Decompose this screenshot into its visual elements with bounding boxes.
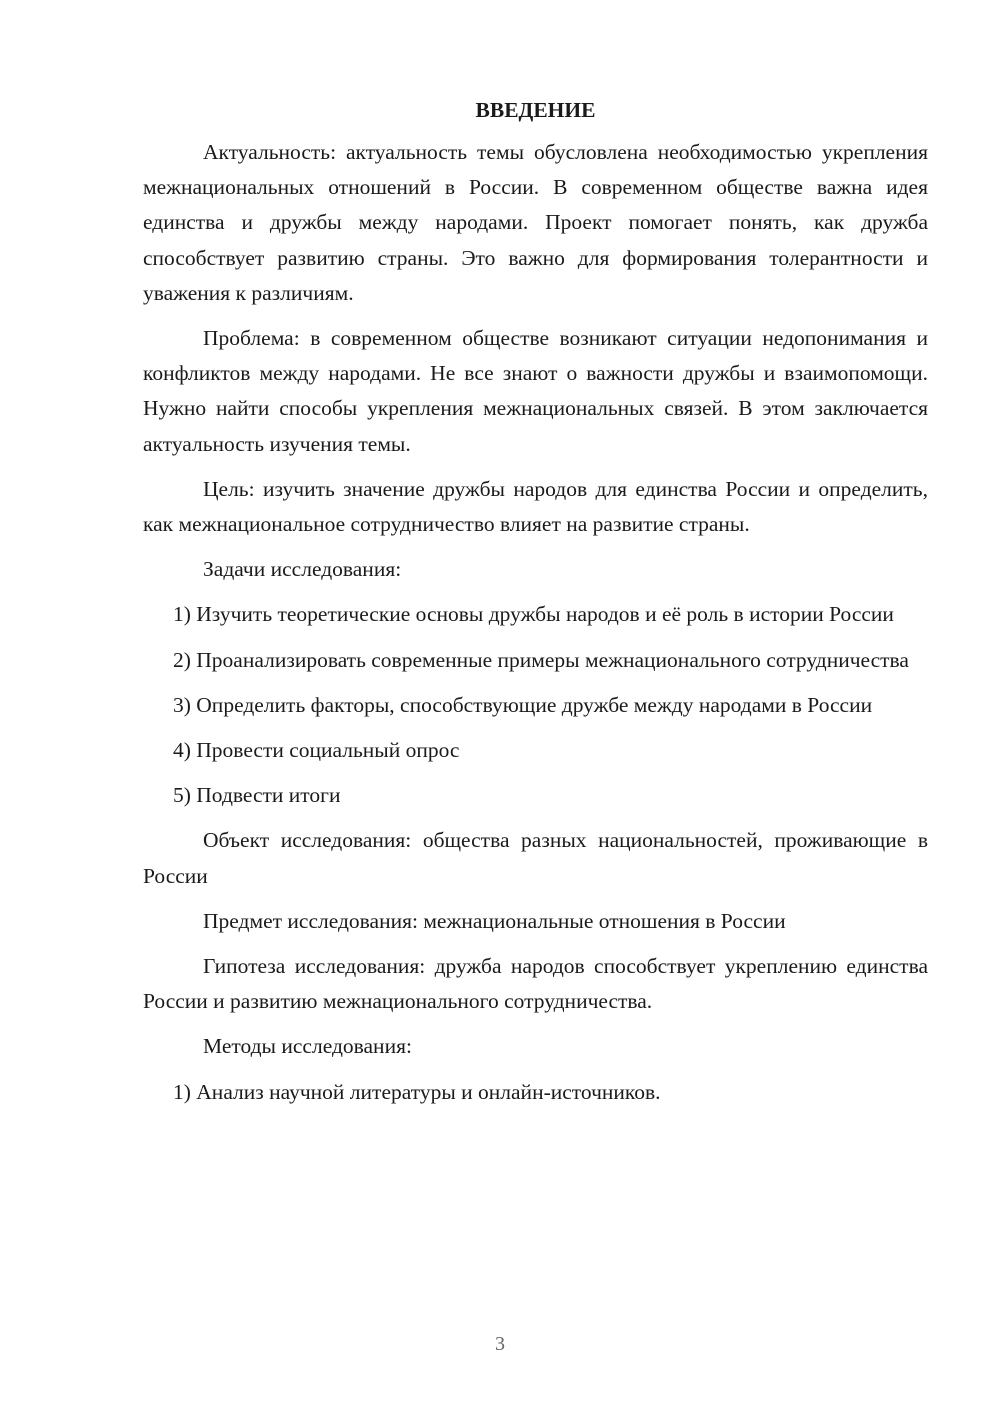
section-title: ВВЕДЕНИЕ	[475, 98, 596, 122]
page-number: 3	[495, 1333, 505, 1355]
method-item-1: 1) Анализ научной литературы и онлайн-источников.	[173, 1079, 661, 1104]
paragraph-object: Объект исследования: общества разных национальностей, проживающие в России	[143, 828, 928, 888]
paragraph-relevance: Актуальность: актуальность темы обусловлена необходимостью укрепления межнациональных отношений в России. В современном обществе важна идея единства и дружбы между народами. Проект помогает понять, как дружба способствует развитию страны. Это важно для формирования толерантности и уважения к различиям.	[143, 140, 928, 305]
task-item-1: 1) Изучить теоретические основы дружбы народов и её роль в истории России	[173, 602, 894, 627]
paragraph-methods-heading: Методы исследования:	[203, 1034, 412, 1059]
document-page	[143, 95, 928, 1120]
task-item-5: 5) Подвести итоги	[173, 783, 341, 808]
paragraph-hypothesis: Гипотеза исследования: дружба народов способствует укреплению единства России и развитию межнационального сотрудничества.	[143, 954, 928, 1014]
paragraph-problem: Проблема: в современном обществе возникают ситуации недопонимания и конфликтов между народами. Не все знают о важности дружбы и взаимопомощи. Нужно найти способы укрепления межнациональных связей. В этом заключается актуальность изучения темы.	[143, 326, 928, 456]
task-item-2: 2) Проанализировать современные примеры межнационального сотрудничества	[173, 647, 909, 672]
paragraph-goal: Цель: изучить значение дружбы народов для единства России и определить, как межнациональное сотрудничество влияет на развитие страны.	[143, 476, 928, 537]
task-item-4: 4) Провести социальный опрос	[173, 738, 460, 763]
paragraph-subject: Предмет исследования: межнациональные отношения в России	[203, 908, 786, 933]
task-item-3: 3) Определить факторы, способствующие дружбе между народами в России	[173, 692, 873, 717]
paragraph-tasks-heading: Задачи исследования:	[203, 557, 402, 582]
